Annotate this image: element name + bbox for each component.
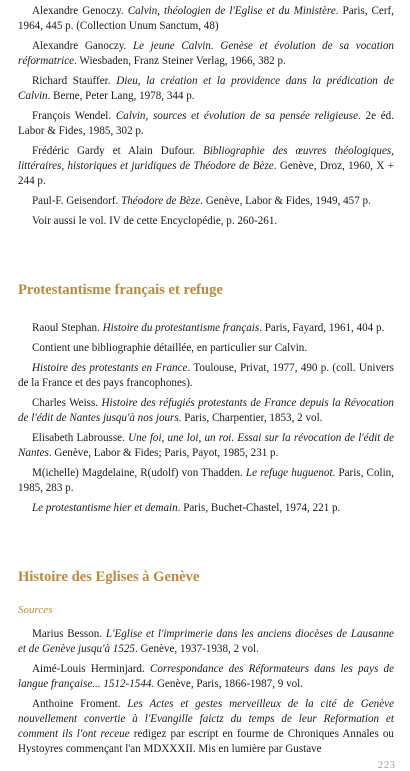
entry-text: Marius Besson.	[32, 628, 106, 640]
bibliography-entry	[18, 74, 394, 104]
section-heading-geneve: Histoire des Eglises à Genève	[18, 569, 200, 585]
entry-title: Le jeune Calvin. Genèse et évolution de sa vocation réformatrice	[18, 40, 394, 67]
subheading-sources: Sources	[18, 604, 53, 616]
entry-title: Le protestantisme hier et demain	[32, 502, 178, 514]
entry-title: Histoire des réfugiés protestants de France depuis la Révocation de l'édit de Nantes jusqu'à nos jours	[18, 397, 394, 424]
entry-text: . Berne, Peter Lang, 1978, 344 p.	[47, 90, 195, 102]
entry-text: . Paris, Fayard, 1961, 404 p.	[259, 322, 385, 334]
bibliography-block-protestantisme	[18, 321, 394, 521]
entry-text: Richard Stauffer.	[32, 75, 117, 87]
bibliography-entry	[18, 501, 394, 516]
bibliography-entry	[18, 396, 394, 426]
entry-text: Aimé-Louis Herminjard.	[32, 663, 150, 675]
entry-text: . Paris, Charpentier, 1853, 2 vol.	[178, 412, 323, 424]
entry-text: . 2e éd. Labor & Fides, 1985, 302 p.	[18, 110, 394, 137]
bibliography-entry	[18, 697, 394, 757]
entry-text: . Genève, Labor & Fides, 1949, 457 p.	[200, 195, 371, 207]
entry-text: Elisabeth Labrousse.	[32, 432, 129, 444]
entry-title: Les Actes et gestes merveilleux de la cité de Genève nouvellement convertie à l'Evangille faictz du temps de leur Reformation et comment ils l'ont receue	[18, 698, 394, 740]
entry-text: . Paris, Cerf, 1964, 445 p. (Collection Unum Sanctum, 48)	[18, 5, 394, 32]
entry-title: Histoire des protestants en France	[32, 362, 188, 374]
entry-text: Raoul Stephan.	[32, 322, 103, 334]
entry-text: . Genève, Paris, 1866-1987, 9 vol.	[151, 678, 304, 690]
bibliography-entry	[18, 341, 394, 356]
bibliography-entry	[18, 321, 394, 336]
entry-text: . Genève, 1937-1938, 2 vol.	[134, 643, 259, 655]
entry-text: . Toulouse, Privat, 1977, 490 p. (coll. Univers de la France et des pays francophones).	[18, 362, 394, 389]
bibliography-entry	[18, 466, 394, 496]
bibliography-entry	[18, 431, 394, 461]
entry-title: Dieu, la création et la providence dans la prédication de Calvin	[18, 75, 395, 102]
bibliography-entry	[18, 214, 394, 229]
entry-text: Alexandre Ganoczy.	[32, 40, 133, 52]
entry-text: M(ichelle) Magdelaine, R(udolf) von Thadden.	[32, 467, 246, 479]
entry-title: Correspondance des Réformateurs dans les pays de langue française... 1512-1544	[18, 663, 394, 690]
bibliography-entry	[18, 662, 394, 692]
entry-title: L'Eglise et l'imprimerie dans les anciens diocèses de Lausanne et de Genève jusqu'à 1525	[18, 628, 394, 655]
entry-text: François Wendel.	[32, 110, 116, 122]
bibliography-entry	[18, 194, 394, 209]
bibliography-entry	[18, 4, 394, 34]
entry-title: Calvin, théologien de l'Eglise et du Ministère	[127, 5, 336, 17]
entry-text: Contient une bibliographie détaillée, en particulier sur Calvin.	[32, 342, 308, 354]
page-number: 223	[378, 760, 396, 771]
entry-text: Anthoine Froment.	[32, 698, 128, 710]
entry-text: . Paris, Buchet-Chastel, 1974, 221 p.	[177, 502, 341, 514]
entry-text: Paul-F. Geisendorf.	[32, 195, 122, 207]
entry-text: . Wiesbaden, Franz Steiner Verlag, 1966, 382 p.	[74, 55, 286, 67]
entry-title: Bibliographie des œuvres théologiques, littéraires, historiques et juridiques de Théodore de Bèze	[18, 145, 394, 172]
entry-title: Histoire du protestantisme français	[102, 322, 260, 334]
entry-text: Alexandre Genoczy.	[32, 5, 128, 17]
entry-title: Calvin, sources et évolution de sa pensée religieuse	[115, 110, 359, 122]
bibliography-entry	[18, 361, 394, 391]
bibliography-block-calvin	[18, 4, 394, 234]
entry-text: . Genève, Labor & Fides; Paris, Payot, 1985, 231 p.	[48, 447, 279, 459]
entry-text: . Genève, Droz, 1960, X + 244 p.	[18, 160, 394, 187]
bibliography-entry	[18, 39, 394, 69]
section-heading-protestantisme: Protestantisme français et refuge	[18, 282, 223, 298]
entry-title: Théodore de Bèze	[121, 195, 201, 207]
entry-text: redigez par escript en fourme de Chroniques Annales ou Hystoyres commençant l'an MDXXXII. Mis en lumière par Gustave	[18, 728, 394, 755]
entry-text: Frédéric Gardy et Alain Dufour.	[32, 145, 204, 157]
entry-text: Charles Weiss.	[32, 397, 102, 409]
bibliography-entry	[18, 109, 394, 139]
entry-title: Le refuge huguenot	[245, 467, 333, 479]
entry-text: . Paris, Colin, 1985, 283 p.	[18, 467, 394, 494]
entry-title: Une foi, une loi, un roi. Essai sur la révocation de l'édit de Nantes	[18, 432, 394, 459]
entry-text: Voir aussi le vol. IV de cette Encyclopédie, p. 260-261.	[32, 215, 278, 227]
bibliography-entry	[18, 627, 394, 657]
bibliography-block-sources	[18, 627, 394, 762]
bibliography-entry	[18, 144, 394, 189]
